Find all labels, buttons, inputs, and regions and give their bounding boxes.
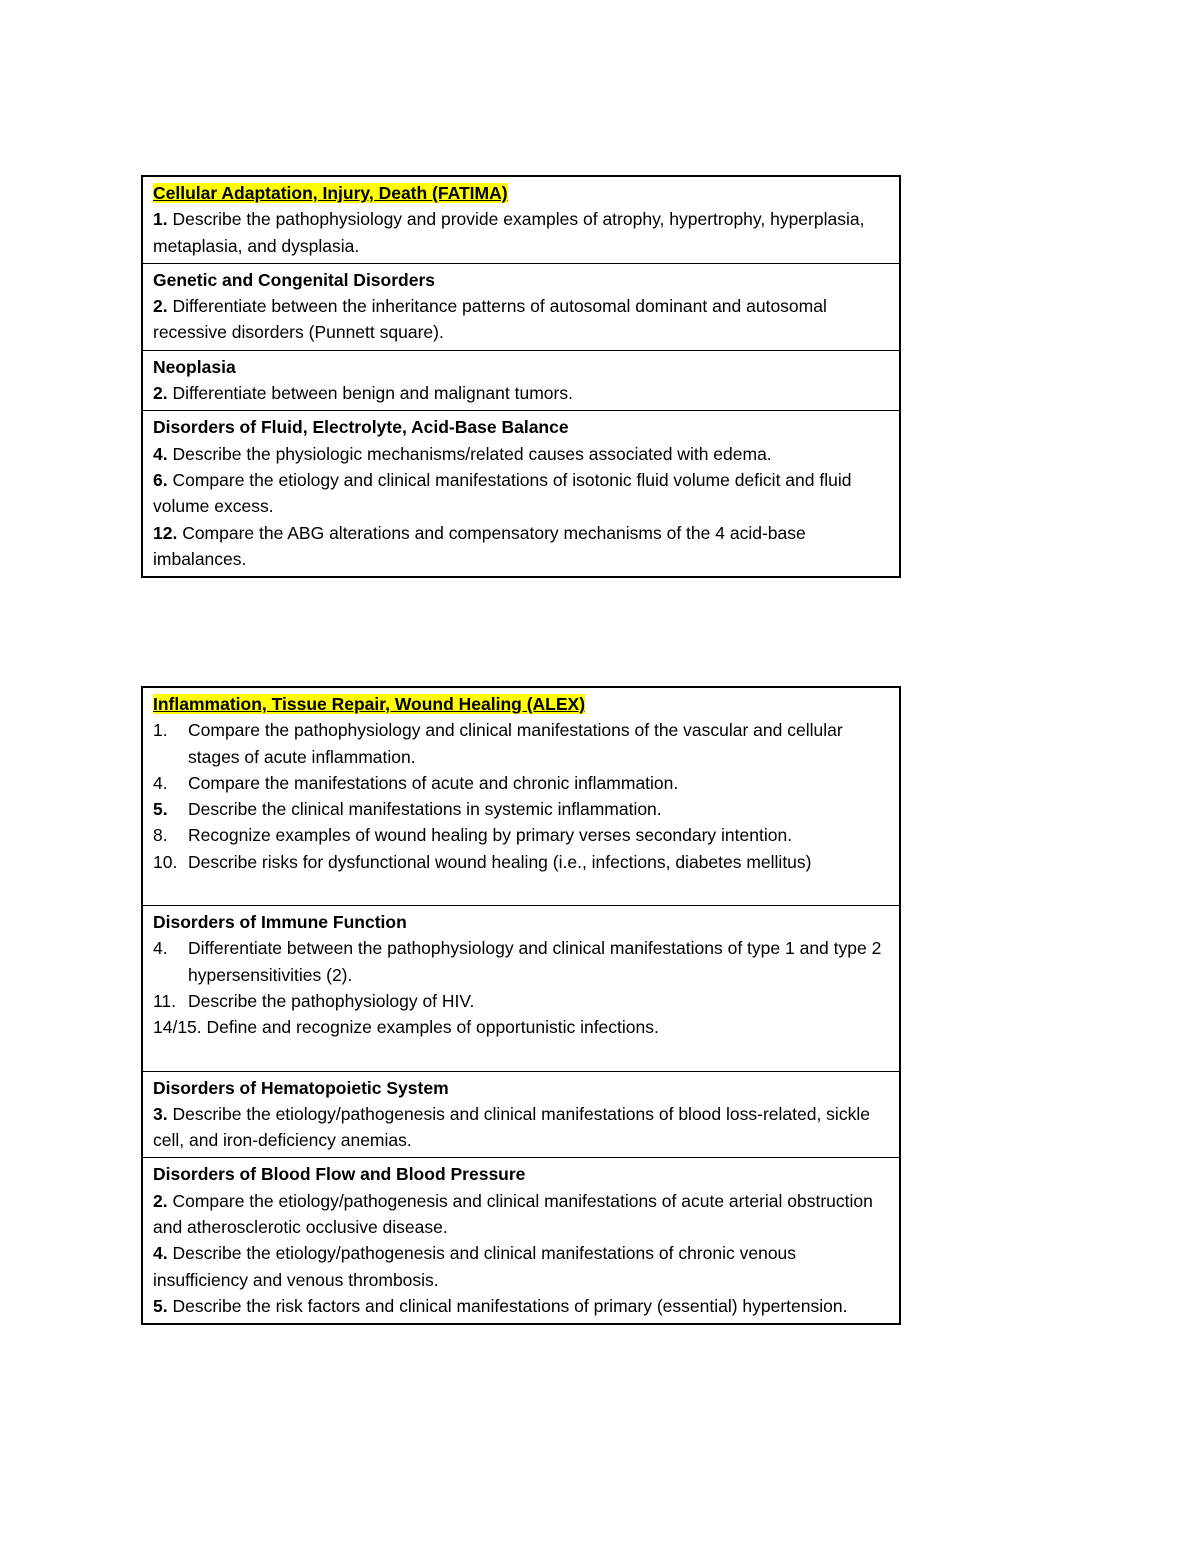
section-heading: Disorders of Hematopoietic System: [153, 1077, 449, 1098]
objective-item: [153, 1240, 889, 1293]
objective-number: 2.: [153, 383, 168, 404]
objective-text: Compare the etiology and clinical manifestations of isotonic fluid volume deficit and fluid volume excess.: [153, 469, 852, 517]
objective-text: Describe the pathophysiology and provide examples of atrophy, hypertrophy, hyperplasia, metaplasia, and dysplasia.: [153, 209, 865, 256]
section-genetic-disorders: [143, 263, 899, 350]
objective-text: Define and recognize examples of opportunistic infections.: [201, 1017, 659, 1038]
objective-text: Compare the manifestations of acute and chronic inflammation.: [188, 772, 679, 793]
section-heading: Genetic and Congenital Disorders: [153, 269, 435, 290]
objective-item: [153, 1014, 889, 1040]
objective-item: [153, 1293, 889, 1319]
section-hematopoietic: [143, 1071, 899, 1158]
section-heading: Disorders of Blood Flow and Blood Pressure: [153, 1164, 526, 1185]
section-neoplasia: [143, 350, 899, 411]
objective-item: [153, 1101, 889, 1154]
objective-text: Describe the pathophysiology of HIV.: [188, 990, 475, 1011]
objective-text: Describe the physiologic mechanisms/related causes associated with edema.: [167, 443, 772, 464]
section-blood-flow: [143, 1157, 899, 1323]
section-inflammation: [143, 688, 899, 905]
objective-item: [153, 988, 889, 1014]
objective-number: 3.: [153, 1103, 168, 1124]
objective-number: 10.: [153, 851, 178, 872]
objective-item: [153, 380, 889, 406]
objective-number: 1.: [153, 209, 168, 230]
objective-number: 12.: [153, 522, 178, 543]
objective-text: Compare the ABG alterations and compensatory mechanisms of the 4 acid-base imbalances.: [153, 522, 806, 569]
objective-item: [153, 822, 889, 848]
section-heading: Disorders of Immune Function: [153, 912, 407, 933]
objective-item: [153, 770, 889, 796]
objective-text: Describe risks for dysfunctional wound healing (i.e., infections, diabetes mellitus): [188, 851, 812, 872]
objective-text: Recognize examples of wound healing by primary verses secondary intention.: [188, 825, 793, 846]
objective-list: [153, 717, 889, 875]
objective-number: 8.: [153, 825, 168, 846]
objective-item: [153, 796, 889, 822]
objective-text: Compare the etiology/pathogenesis and clinical manifestations of acute arterial obstruction and atherosclerotic occlusive disease.: [153, 1190, 873, 1238]
objective-number: 2.: [153, 296, 168, 317]
section-heading: Neoplasia: [153, 356, 236, 377]
objective-number: 4.: [153, 443, 168, 464]
section-heading: Disorders of Fluid, Electrolyte, Acid-Base Balance: [153, 417, 569, 438]
section-heading: Inflammation, Tissue Repair, Wound Healing (ALEX): [153, 694, 586, 714]
section-cellular-adaptation: [143, 177, 899, 263]
objective-number: 4.: [153, 938, 168, 959]
objective-text: Differentiate between the pathophysiology and clinical manifestations of type 1 and type 2 hypersensitivities (2).: [188, 938, 882, 985]
objective-number: 6.: [153, 469, 168, 490]
objective-item: [153, 206, 889, 259]
objective-list: [153, 935, 889, 1014]
objective-text: Describe the clinical manifestations in systemic inflammation.: [188, 799, 662, 820]
objective-number: 5.: [153, 799, 168, 820]
objective-number: 2.: [153, 1190, 168, 1211]
section-heading: Cellular Adaptation, Injury, Death (FATIMA): [153, 183, 508, 203]
objective-number: 11.: [153, 990, 177, 1011]
objective-number: 5.: [153, 1295, 168, 1316]
objectives-table-2: [141, 686, 901, 1325]
objective-item: [153, 441, 889, 467]
objective-number: 4.: [153, 1243, 168, 1264]
objective-item: [153, 849, 889, 875]
blank-line: [153, 1041, 889, 1067]
section-immune-function: [143, 905, 899, 1070]
objective-number: 4.: [153, 772, 168, 793]
objective-item: [153, 1188, 889, 1241]
objective-number: 14/15.: [153, 1017, 202, 1038]
blank-line: [153, 875, 889, 901]
objective-number: 1.: [153, 720, 168, 741]
objective-text: Differentiate between the inheritance patterns of autosomal dominant and autosomal recessive disorders (Punnett square).: [153, 296, 827, 343]
objective-text: Differentiate between benign and malignant tumors.: [167, 383, 573, 404]
objective-item: [153, 293, 889, 346]
objective-item: [153, 717, 889, 770]
objective-item: [153, 935, 889, 988]
section-fluid-electrolyte: [143, 410, 899, 576]
objective-text: Compare the pathophysiology and clinical manifestations of the vascular and cellular stages of acute inflammation.: [188, 720, 843, 767]
objective-item: [153, 520, 889, 573]
objective-text: Describe the risk factors and clinical manifestations of primary (essential) hypertension.: [167, 1295, 848, 1316]
objective-item: [153, 467, 889, 520]
objectives-table-1: [141, 175, 901, 578]
objective-text: Describe the etiology/pathogenesis and clinical manifestations of chronic venous insufficiency and venous thrombosis.: [153, 1243, 797, 1290]
objective-text: Describe the etiology/pathogenesis and clinical manifestations of blood loss-related, sickle cell, and iron-deficiency anemias.: [153, 1103, 870, 1151]
